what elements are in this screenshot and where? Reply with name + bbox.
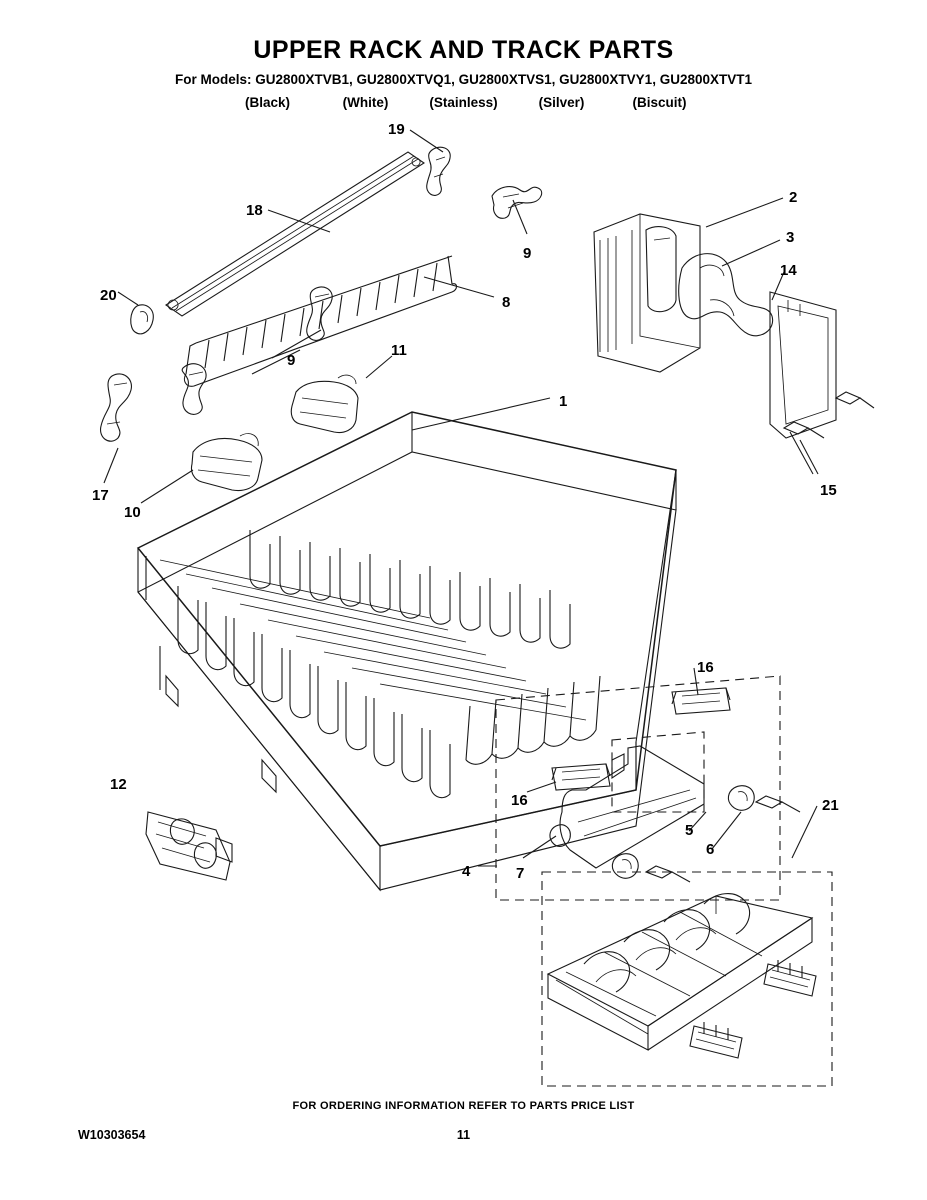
callout-number: 9 [287,352,296,369]
callout-number: 1 [559,393,568,410]
callout-number: 7 [516,865,525,882]
callout-number: 5 [685,822,694,839]
page-title: UPPER RACK AND TRACK PARTS [253,36,674,64]
callout-number: 20 [100,287,117,304]
callout-number: 11 [391,342,407,359]
ordering-note: FOR ORDERING INFORMATION REFER TO PARTS PRICE LIST [292,1100,635,1112]
callout-number: 19 [388,121,405,138]
color-labels [0,95,927,110]
page-number: 11 [456,1128,471,1142]
callout-number: 4 [462,863,471,880]
color-label-stainless: (Stainless) [429,95,498,110]
callout-number: 16 [511,792,528,809]
callout-number: 9 [523,245,532,262]
callout-number: 2 [789,189,798,206]
callout-number: 17 [92,487,109,504]
callout-number: 14 [780,262,797,279]
callout-number: 15 [820,482,837,499]
color-label-biscuit: (Biscuit) [632,95,687,110]
color-label-black: (Black) [244,95,290,110]
color-label-silver: (Silver) [538,95,585,110]
callout-number: 10 [124,504,141,521]
callout-number: 12 [110,776,127,793]
models-line: For Models: GU2800XTVB1, GU2800XTVQ1, GU2800XTVS1, GU2800XTVY1, GU2800XTVT1 [175,72,752,87]
document-code: W10303654 [78,1128,146,1142]
callout-number: 3 [786,229,795,246]
color-label-white: (White) [342,95,389,110]
callout-number: 16 [697,659,714,676]
callout-number: 18 [246,202,263,219]
callout-number: 6 [706,841,715,858]
callout-number: 8 [502,294,511,311]
callout-number: 21 [822,797,839,814]
